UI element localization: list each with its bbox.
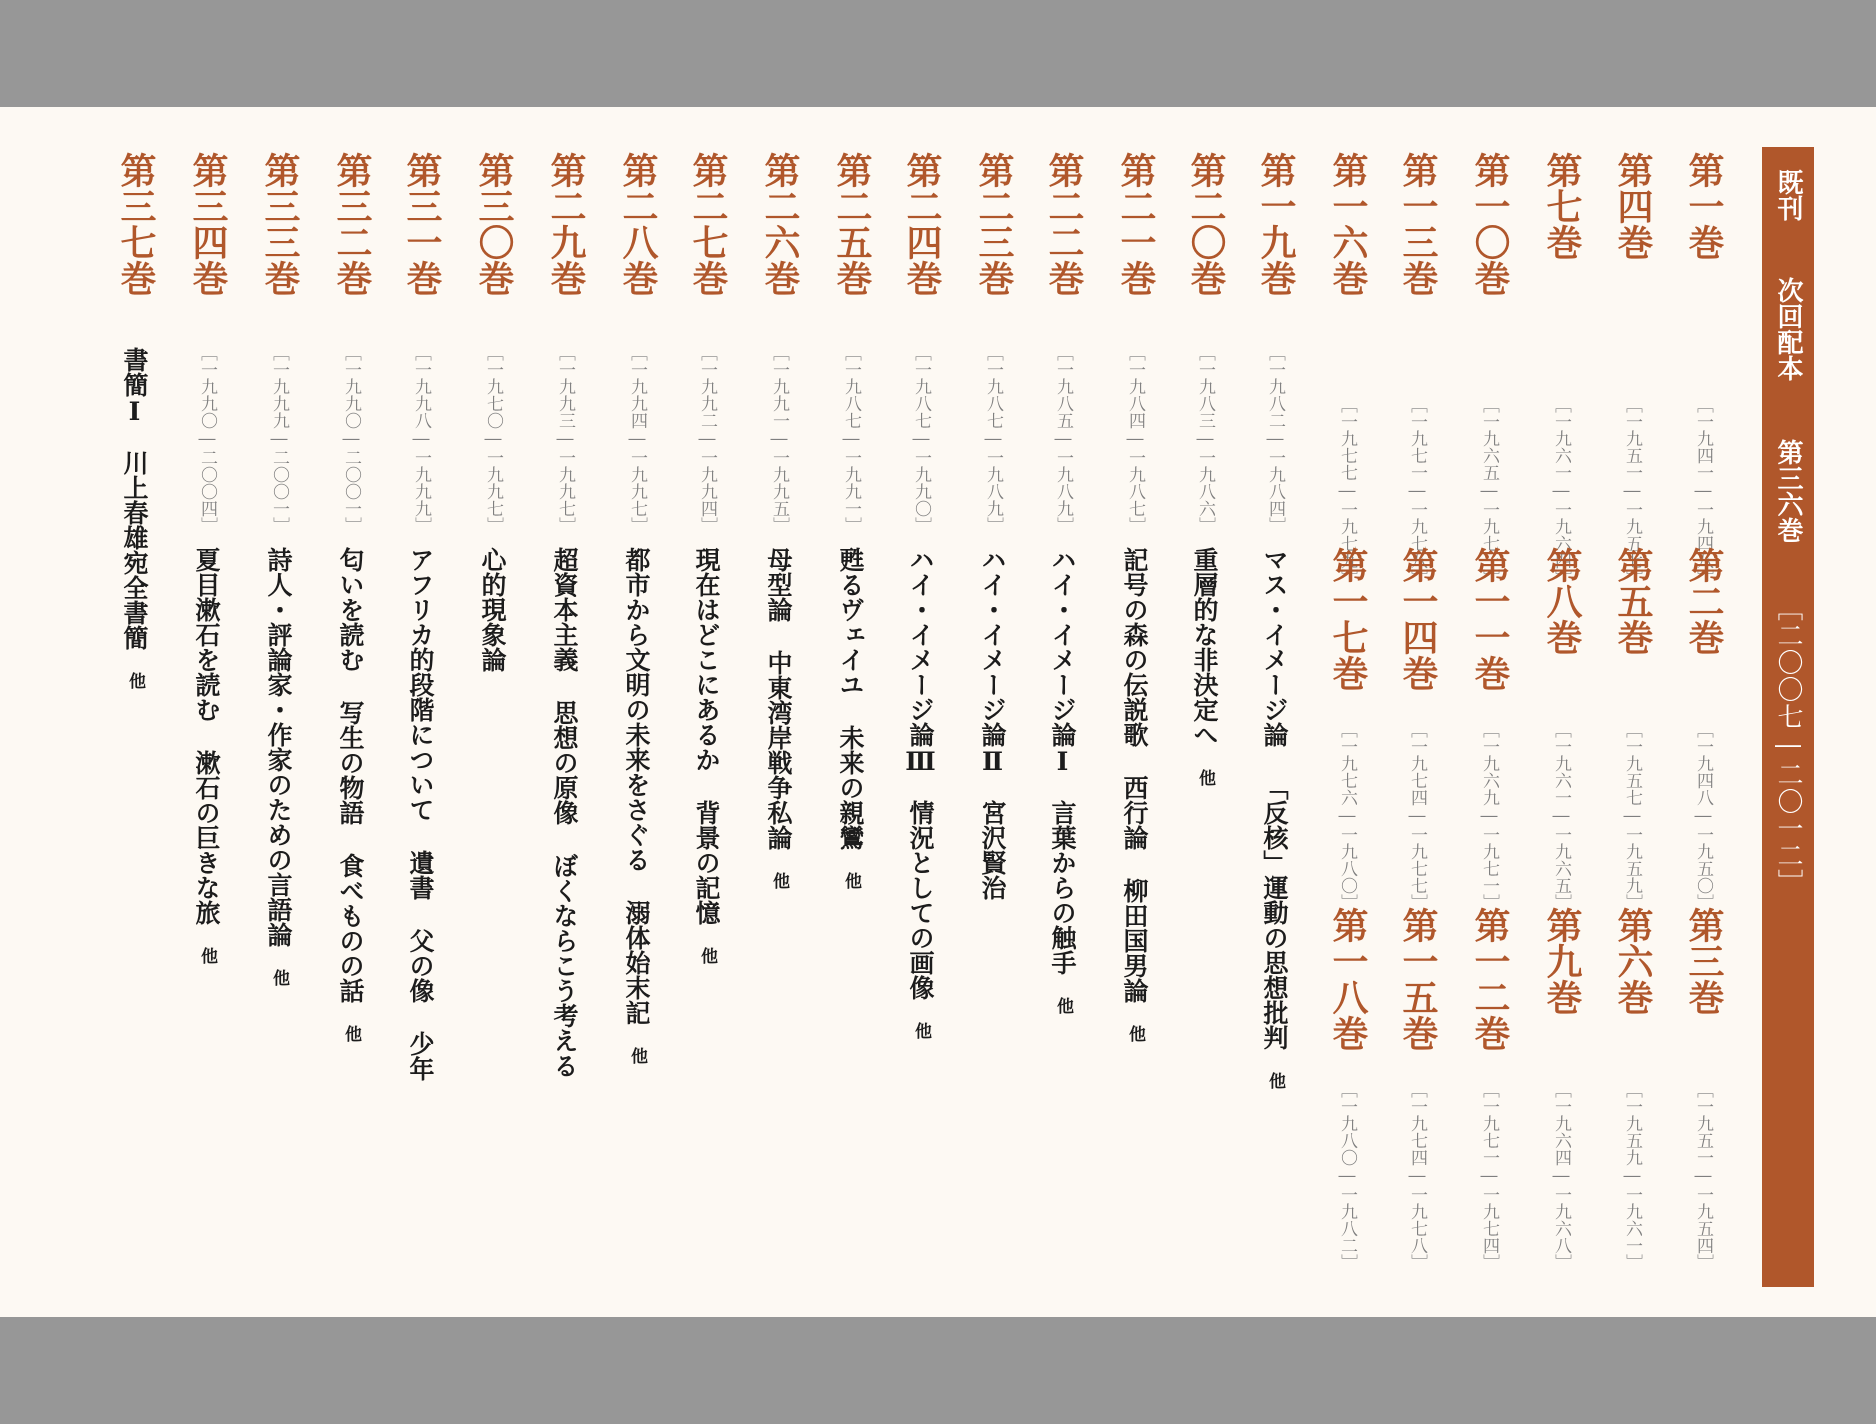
volume-years: ［一九六五―一九七一］: [1479, 396, 1499, 586]
volume-title: 第九巻: [1541, 907, 1583, 1015]
volume-years: ［一九八三―一九八六］: [1195, 344, 1215, 534]
work-title: 都市から文明の未来をさぐる: [622, 547, 651, 872]
volume-years: ［一九九四―一九九七］: [627, 344, 647, 534]
other-works-label: 他: [125, 672, 145, 689]
volume-title: 第三三巻: [259, 152, 301, 296]
volume-years: ［一九七〇―一九九七］: [483, 344, 503, 534]
volume-title: 第三四巻: [187, 152, 229, 296]
volume-years: ［一九八七―一九八九］: [983, 344, 1003, 534]
work-title: 写生の物語: [336, 700, 365, 825]
volume-years: ［一九五一―一九五四］: [1693, 1081, 1713, 1271]
volume-years: ［一九九二―一九九四］: [697, 344, 717, 534]
volume-years: ［一九九九―二〇〇一］: [269, 344, 289, 534]
volume-title: 第三巻: [1683, 907, 1725, 1015]
work-title: ハイ・イメージ論Ⅲ: [906, 547, 935, 776]
work-title: マス・イメージ論: [1260, 547, 1289, 747]
volume-title: 第二五巻: [831, 152, 873, 296]
volume-title: 第一〇巻: [1469, 152, 1511, 296]
volume-years: ［一九八四―一九八七］: [1125, 344, 1145, 534]
work-title: 溺体始末記: [622, 900, 651, 1025]
work-title: 言葉からの触手: [1048, 800, 1077, 975]
volume-years: ［一九九一―一九九五］: [769, 344, 789, 534]
volume-years: ［一九八〇―一九八二］: [1337, 1081, 1357, 1271]
volume-title: 第三七巻: [115, 152, 157, 296]
work-title: 「反核」運動の思想批判: [1260, 775, 1289, 1050]
work-title: 心的現象論: [478, 547, 507, 672]
work-title: アフリカ的段階について: [406, 547, 435, 822]
work-title: 夏目漱石を読む: [192, 547, 221, 722]
volume-years: ［一九九三―一九九七］: [555, 344, 575, 534]
work-title: 重層的な非決定へ: [1190, 547, 1219, 747]
other-works-label: 他: [197, 947, 217, 964]
volume-title: 第三一巻: [401, 152, 443, 296]
other-works-label: 他: [341, 1025, 361, 1042]
top-gray-band: [0, 0, 1876, 107]
volume-years: ［一九四一―一九四八］: [1693, 396, 1713, 586]
work-title: 甦るヴェイユ: [836, 547, 865, 697]
volume-title: 第一三巻: [1397, 152, 1439, 296]
other-works-label: 他: [697, 947, 717, 964]
volume-title: 第一七巻: [1327, 547, 1369, 691]
volume-years: ［一九七一―一九七八］: [1407, 396, 1427, 586]
published-banner: [1762, 147, 1814, 1287]
other-works-label: 他: [1265, 1072, 1285, 1089]
work-title: 中東湾岸戦争私論: [764, 650, 793, 850]
work-title: ぼくならこう考える: [550, 853, 579, 1078]
volume-years: ［一九九〇―二〇〇一］: [341, 344, 361, 534]
work-title: 宮沢賢治: [978, 800, 1007, 900]
volume-years: ［一九九八―一九九九］: [411, 344, 431, 534]
volume-title: 第一六巻: [1327, 152, 1369, 296]
work-title: 背景の記憶: [692, 800, 721, 925]
volume-years: ［一九七四―一九七八］: [1407, 1081, 1427, 1271]
volume-title: 第三〇巻: [473, 152, 515, 296]
work-title: 詩人・評論家・作家のための言語論: [264, 547, 293, 947]
volume-title: 第一五巻: [1397, 907, 1439, 1051]
work-title: 漱石の巨きな旅: [192, 750, 221, 925]
work-title: 食べものの話: [336, 853, 365, 1003]
work-title: ハイ・イメージ論Ⅱ: [978, 547, 1007, 776]
banner-next-volume: 第三六巻: [1773, 439, 1803, 543]
volume-title: 第一二巻: [1469, 907, 1511, 1051]
volume-title: 第五巻: [1612, 547, 1654, 655]
other-works-label: 他: [841, 872, 861, 889]
other-works-label: 他: [1053, 997, 1073, 1014]
volume-years: ［一九八七―一九九〇］: [911, 344, 931, 534]
volume-years: ［一九六一―一九六四］: [1551, 396, 1571, 586]
work-title: 超資本主義: [550, 547, 579, 672]
volume-title: 第四巻: [1612, 152, 1654, 260]
volume-years: ［一九七六―一九八〇］: [1337, 721, 1357, 911]
volume-title: 第二三巻: [973, 152, 1015, 296]
other-works-label: 他: [627, 1047, 647, 1064]
work-title: 現在はどこにあるか: [692, 547, 721, 772]
volume-years: ［一九七一―一九七四］: [1479, 1081, 1499, 1271]
work-title: ハイ・イメージ論Ⅰ: [1048, 547, 1077, 776]
volume-title: 第二巻: [1683, 547, 1725, 655]
volume-years: ［一九六一―一九六五］: [1551, 721, 1571, 911]
volume-title: 第一八巻: [1327, 907, 1369, 1051]
volume-title: 第一巻: [1683, 152, 1725, 260]
volume-title: 第二七巻: [687, 152, 729, 296]
volume-years: ［一九五七―一九五九］: [1622, 721, 1642, 911]
banner-kankan: 既刊: [1773, 169, 1803, 221]
volume-years: ［一九五一―一九五七］: [1622, 396, 1642, 586]
volume-title: 第三二巻: [331, 152, 373, 296]
volume-title: 第二八巻: [617, 152, 659, 296]
volume-title: 第二九巻: [545, 152, 587, 296]
volume-title: 第一一巻: [1469, 547, 1511, 691]
work-title: 母型論: [764, 547, 793, 622]
volume-title: 第八巻: [1541, 547, 1583, 655]
volume-years: ［一九六四―一九六八］: [1551, 1081, 1571, 1271]
work-title: 西行論: [1120, 775, 1149, 850]
work-title: 父の像: [406, 928, 435, 1003]
catalog-page: [0, 107, 1876, 1317]
other-works-label: 他: [911, 1022, 931, 1039]
work-title: 匂いを読む: [336, 547, 365, 672]
volume-years: ［一九四八―一九五〇］: [1693, 721, 1713, 911]
volume-title: 第六巻: [1612, 907, 1654, 1015]
volume-years: ［一九七七―一九七九］: [1337, 396, 1357, 586]
volume-years: ［一九八二―一九八四］: [1265, 344, 1285, 534]
bottom-gray-band: [0, 1317, 1876, 1424]
work-title: 書簡Ⅰ: [120, 347, 149, 426]
work-title: 少年: [406, 1031, 435, 1081]
volume-years: ［一九八七―一九九一］: [841, 344, 861, 534]
volume-title: 第一九巻: [1255, 152, 1297, 296]
volume-years: ［一九九〇―二〇〇四］: [197, 344, 217, 534]
other-works-label: 他: [269, 969, 289, 986]
work-title: 情況としての画像: [906, 800, 935, 1000]
volume-title: 第二二巻: [1043, 152, 1085, 296]
volume-title: 第七巻: [1541, 152, 1583, 260]
work-title: 未来の親鸞: [836, 725, 865, 850]
work-title: 川上春雄宛全書簡: [120, 450, 149, 650]
other-works-label: 他: [1125, 1025, 1145, 1042]
other-works-label: 他: [769, 872, 789, 889]
volume-title: 第二〇巻: [1185, 152, 1227, 296]
volume-title: 第一四巻: [1397, 547, 1439, 691]
volume-years: ［一九五九―一九六一］: [1622, 1081, 1642, 1271]
other-works-label: 他: [1195, 769, 1215, 786]
volume-title: 第二六巻: [759, 152, 801, 296]
work-title: 柳田国男論: [1120, 878, 1149, 1003]
volume-years: ［一九六九―一九七一］: [1479, 721, 1499, 911]
volume-title: 第二四巻: [901, 152, 943, 296]
banner-next-years: ［二〇〇七―二〇一二］: [1773, 595, 1803, 896]
volume-title: 第二一巻: [1115, 152, 1157, 296]
work-title: 遺書: [406, 850, 435, 900]
work-title: 記号の森の伝説歌: [1120, 547, 1149, 747]
volume-years: ［一九七四―一九七七］: [1407, 721, 1427, 911]
work-title: 思想の原像: [550, 700, 579, 825]
volume-years: ［一九八五―一九八九］: [1053, 344, 1073, 534]
banner-next-label: 次回配本: [1773, 277, 1803, 381]
